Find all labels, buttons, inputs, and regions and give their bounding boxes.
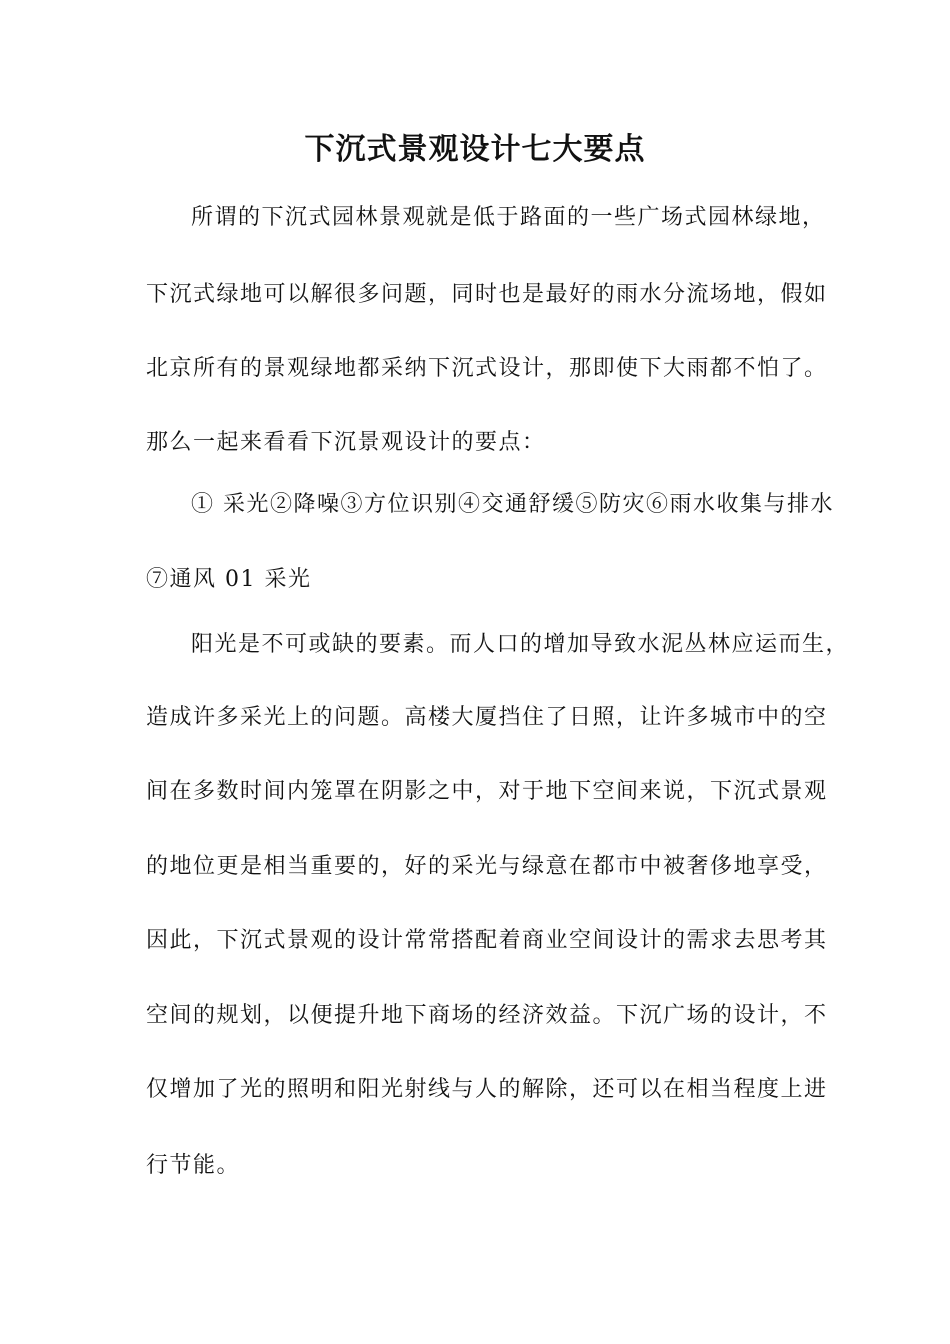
document-title: 下沉式景观设计七大要点 xyxy=(304,132,646,167)
text-line-3: 北京所有的景观绿地都采纳下沉式设计，那即使下大雨都不怕了。 xyxy=(146,356,828,381)
text-line-12: 空间的规划，以便提升地下商场的经济效益。下沉广场的设计，不 xyxy=(146,1003,828,1028)
text-line-10: 的地位更是相当重要的，好的采光与绿意在都市中被奢侈地享受， xyxy=(146,854,828,879)
text-line-9: 间在多数时间内笼罩在阴影之中，对于地下空间来说，下沉式景观 xyxy=(146,779,828,804)
text-line-8: 造成许多采光上的问题。高楼大厦挡住了日照，让许多城市中的空 xyxy=(146,705,828,730)
text-line-13: 仅增加了光的照明和阳光射线与人的解除，还可以在相当程度上进 xyxy=(146,1077,828,1102)
text-line-14: 行节能。 xyxy=(146,1153,241,1178)
text-line-5: ① 采光②降噪③方位识别④交通舒缓⑤防灾⑥雨水收集与排水 xyxy=(191,492,834,517)
text-line-11: 因此，下沉式景观的设计常常搭配着商业空间设计的需求去思考其 xyxy=(146,928,828,953)
text-line-4: 那么一起来看看下沉景观设计的要点： xyxy=(146,430,546,455)
text-line-2: 下沉式绿地可以解很多问题，同时也是最好的雨水分流场地，假如 xyxy=(146,282,828,307)
text-line-6: ⑦通风 01 采光 xyxy=(146,567,312,592)
text-line-7: 阳光是不可或缺的要素。而人口的增加导致水泥丛林应运而生， xyxy=(191,632,850,657)
text-line-1: 所谓的下沉式园林景观就是低于路面的一些广场式园林绿地， xyxy=(191,205,826,230)
